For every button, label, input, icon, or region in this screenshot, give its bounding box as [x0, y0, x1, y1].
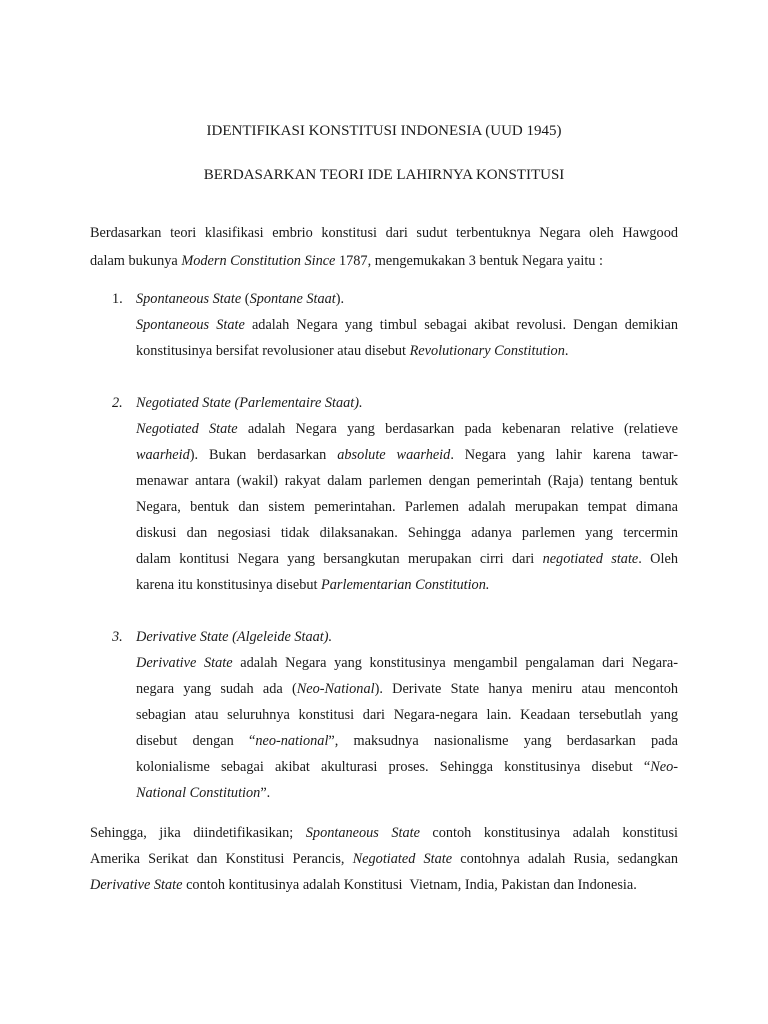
intro-line-2: dalam bukunya Modern Constitution Since 1787, mengemukakan 3 bentuk Negara yaitu :: [90, 253, 603, 269]
item-2-line-6: dalam kontitusi Negara yang bersangkutan merupakan cirri dari negotiated state. Oleh: [136, 551, 678, 567]
document-title: IDENTIFIKASI KONSTITUSI INDONESIA (UUD 1945): [206, 123, 562, 139]
item-2-line-2: waarheid). Bukan berdasarkan absolute waarheid. Negara yang lahir karena tawar-: [136, 447, 678, 463]
item-3-heading: Derivative State (Algeleide Staat).: [136, 629, 333, 645]
item-2-line-1: Negotiated State adalah Negara yang berdasarkan pada kebenaran relative (relatieve: [136, 421, 678, 437]
list-number-3: 3.: [112, 629, 123, 645]
item-3-line-5: kolonialisme sebagai akibat akulturasi proses. Sehingga konstitusinya disebut “Neo-: [136, 759, 678, 775]
item-3-line-1: Derivative State adalah Negara yang konstitusinya mengambil pengalaman dari Negara-: [136, 655, 678, 671]
intro-line-1: Berdasarkan teori klasifikasi embrio konstitusi dari sudut terbentuknya Negara oleh Hawgood: [90, 225, 678, 241]
item-1-heading: Spontaneous State (Spontane Staat).: [136, 291, 345, 307]
list-number-1: 1.: [112, 291, 123, 307]
item-2-line-7: karena itu konstitusinya disebut Parlementarian Constitution.: [136, 577, 490, 593]
item-2-line-5: diskusi dan negosiasi tidak dilaksanakan. Sehingga adanya parlemen yang tercermin: [136, 525, 678, 541]
item-3-line-2: negara yang sudah ada (Neo-National). Derivate State hanya meniru atau mencontoh: [136, 681, 679, 697]
item-3-line-3: sebagian atau seluruhnya konstitusi dari Negara-negara lain. Keadaan tersebutlah yang: [136, 707, 678, 723]
document-subtitle: BERDASARKAN TEORI IDE LAHIRNYA KONSTITUSI: [203, 167, 565, 183]
conclusion-line-1: Sehingga, jika diindetifikasikan; Spontaneous State contoh konstitusinya adalah konstitusi: [90, 825, 678, 841]
item-3-line-4: disebut dengan “neo-national”, maksudnya nasionalisme yang berdasarkan pada: [136, 733, 678, 749]
item-2-line-3: menawar antara (wakil) rakyat dalam parlemen dengan pemerintah (Raja) tentang bentuk: [136, 473, 678, 489]
item-1-line-1: Spontaneous State adalah Negara yang timbul sebagai akibat revolusi. Dengan demikian: [136, 317, 678, 333]
item-3-line-6: National Constitution”.: [136, 785, 271, 801]
item-1-line-2: konstitusinya bersifat revolusioner atau disebut Revolutionary Constitution.: [136, 343, 569, 359]
list-number-2: 2.: [112, 395, 123, 411]
item-2-heading: Negotiated State (Parlementaire Staat).: [136, 395, 363, 411]
item-2-line-4: Negara, bentuk dan sistem pemerintahan. Parlemen adalah merupakan tempat dimana: [136, 499, 678, 515]
conclusion-line-2: Amerika Serikat dan Konstitusi Perancis, Negotiated State contohnya adalah Rusia, sedangkan: [90, 851, 678, 867]
conclusion-line-3: Derivative State contoh kontitusinya adalah Konstitusi Vietnam, India, Pakistan dan Indonesia.: [90, 877, 637, 893]
